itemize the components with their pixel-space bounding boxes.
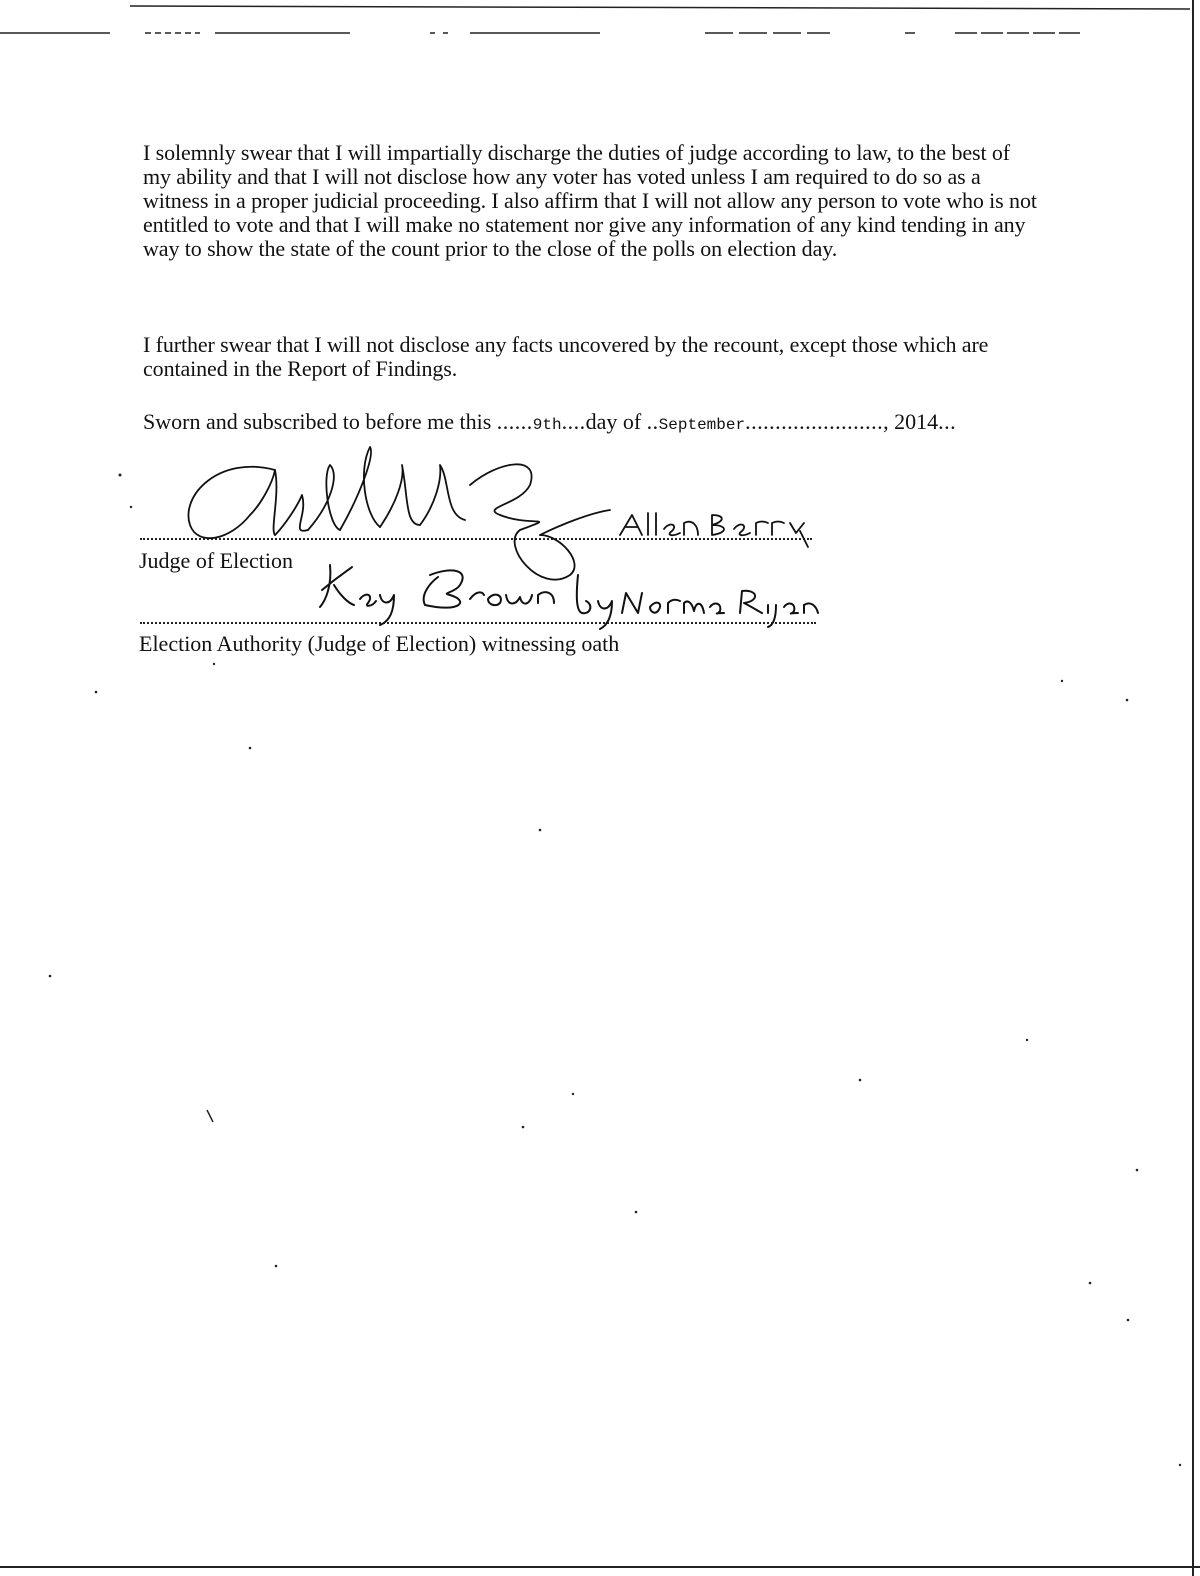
sworn-dots-3: .. [646, 409, 659, 434]
recount-paragraph: I further swear that I will not disclose any facts uncovered by the recount, except those which are contained in the Report of Findings. [143, 332, 989, 381]
judge-of-election-label: Judge of Election [139, 548, 293, 573]
day-of-label: day of [585, 409, 642, 434]
year-value: 14 [916, 409, 939, 434]
oath-paragraph: I solemnly swear that I will impartially discharge the duties of judge according to law, to the best of my ability and that I will not disclose how any voter has voted unless I am required to do so as a witness in a proper judicial proceeding. I also affirm that I will not allow any person to vote who is not entitled to vote and that I will make no statement nor give any information of any kind tending in any way to show the state of the count prior to the close of the polls on election day. [143, 140, 1037, 261]
day-value: 9th [532, 416, 562, 434]
sworn-dots-2: .... [561, 409, 586, 434]
sworn-dots-4: ....................... [745, 409, 884, 434]
year-prefix: , 20 [883, 409, 917, 434]
sworn-prefix: Sworn and subscribed to before me this [143, 409, 492, 434]
sworn-dots-1: ...... [496, 409, 533, 434]
month-value: September [658, 416, 746, 434]
sworn-dots-5: ... [938, 409, 957, 434]
election-authority-label: Election Authority (Judge of Election) witnessing oath [139, 631, 620, 656]
